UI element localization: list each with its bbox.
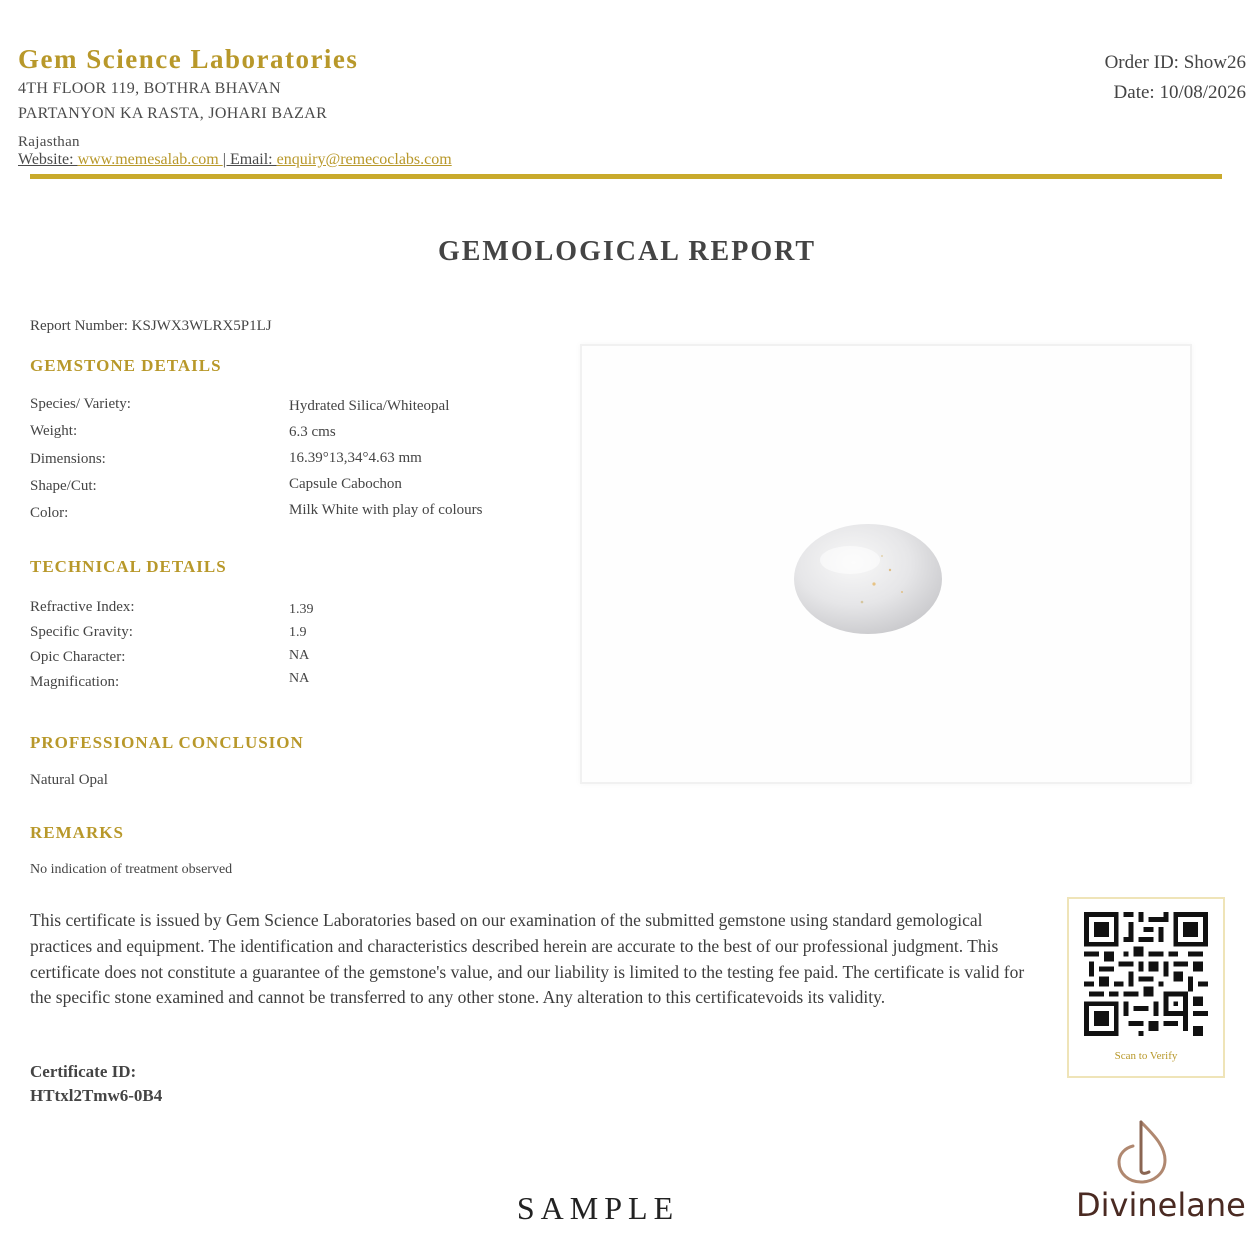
qr-code-icon[interactable] [1084,912,1208,1036]
opal-gemstone-image [792,522,944,636]
color-value: Milk White with play of colours [289,502,483,518]
lab-name: Gem Science Laboratories [18,44,359,74]
remarks-heading: REMARKS [30,823,124,842]
brand-name: Divinelane [1076,1186,1246,1224]
specific-gravity-label: Specific Gravity: [30,624,133,640]
dimensions-value: 16.39°13,34°4.63 mm [289,450,422,466]
shape-value: Capsule Cabochon [289,476,402,492]
header-divider [30,174,1222,179]
order-id: Order ID: Show26 [1104,52,1246,73]
optic-character-value: NA [289,648,310,663]
order-date: Date: 10/08/2026 [1113,82,1246,103]
website-label: Website: [18,151,78,168]
weight-value: 6.3 cms [289,424,336,440]
report-title: GEMOLOGICAL REPORT [437,236,817,267]
technical-details-heading: TECHNICAL DETAILS [30,557,227,576]
specific-gravity-value: 1.9 [289,625,307,640]
email-label: | Email: [222,151,277,168]
dimensions-label: Dimensions: [30,451,106,467]
conclusion-heading: PROFESSIONAL CONCLUSION [30,733,304,752]
conclusion-text: Natural Opal [30,772,108,788]
order-info [1105,48,1246,108]
address-line-3: Rajasthan [18,134,80,150]
shape-label: Shape/Cut: [30,478,97,494]
certificate-id-value: HTtxl2Tmw6-0B4 [30,1086,163,1105]
magnification-label: Magnification: [30,674,120,690]
optic-character-label: Opic Character: [30,649,126,665]
refractive-index-value: 1.39 [289,602,314,617]
disclaimer-text: This certificate is issued by Gem Science Laboratories based on our examination of the submitted gemstone using standard gemological practices and equipment. The identification and characteristics described herein are accurate to the best of our professional judgment. This certificate does not constitute a guarantee of the gemstone's value, and our liability is limited to the testing fee paid. The certificate is valid for the specific stone examined and cannot be transferred to any other stone. Any alteration to this certificatevoids its validity. [30,910,1025,1008]
qr-caption: Scan to Verify [1114,1050,1178,1062]
address-line-2: PARTANYON KA RASTA, JOHARI BAZAR [18,105,328,122]
contact-line [18,151,452,169]
email-link[interactable]: enquiry@remecoclabs.com [276,151,452,168]
address-line-1: 4TH FLOOR 119, BOTHRA BHAVAN [18,80,281,97]
sample-watermark: SAMPLE [516,1190,680,1226]
weight-label: Weight: [30,423,78,439]
refractive-index-label: Refractive Index: [30,599,135,615]
species-value: Hydrated Silica/Whiteopal [289,398,450,414]
gemstone-details-heading: GEMSTONE DETAILS [30,356,222,375]
report-number: Report Number: KSJWX3WLRX5P1LJ [30,318,272,334]
divinelane-logo-icon [1113,1120,1169,1186]
website-link[interactable]: www.memesalab.com [77,151,223,168]
certificate-id-label: Certificate ID: [30,1062,137,1081]
color-label: Color: [30,505,69,521]
magnification-value: NA [289,671,310,686]
species-label: Species/ Variety: [30,396,131,412]
remarks-text: No indication of treatment observed [30,862,233,877]
